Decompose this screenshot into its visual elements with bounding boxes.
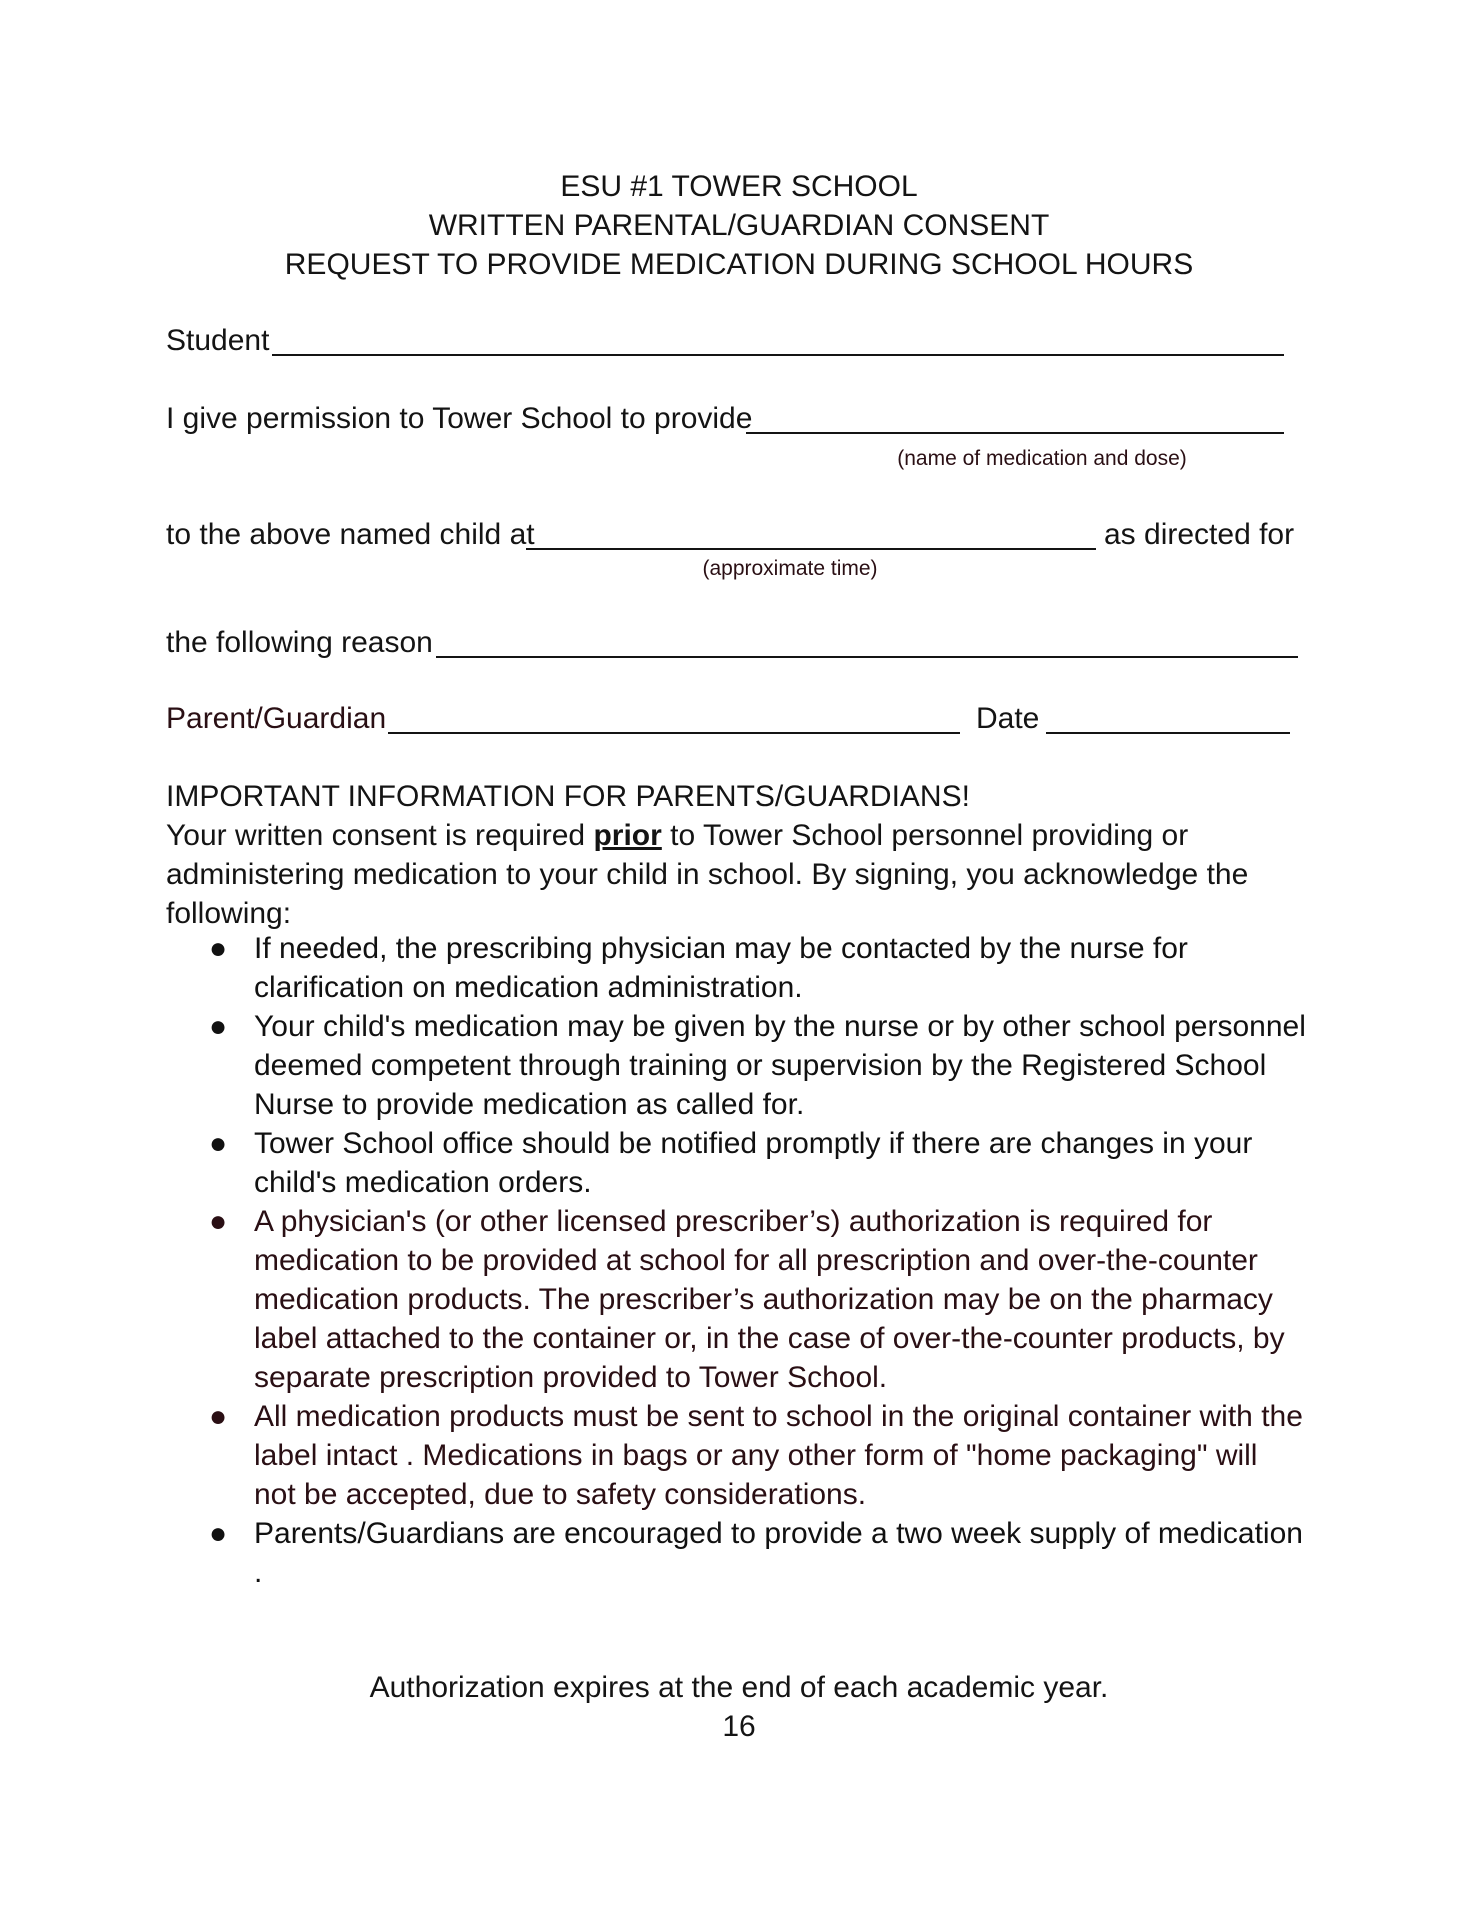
list-item bbox=[166, 1007, 1306, 1124]
parent-guardian-label: Parent/Guardian bbox=[166, 702, 387, 735]
consent-heading: WRITTEN PARENTAL/GUARDIAN CONSENT bbox=[428, 209, 1050, 242]
medication-blank[interactable] bbox=[746, 432, 1284, 434]
permission-label: I give permission to Tower School to provide bbox=[166, 402, 753, 435]
as-directed-label: as directed for bbox=[1104, 518, 1295, 551]
intro-text-before: Your written consent is required bbox=[166, 819, 594, 852]
child-at-label: to the above named child at bbox=[166, 518, 535, 551]
list-item-text: Parents/Guardians are encouraged to provide a two week supply of medication . bbox=[254, 1517, 1303, 1589]
bullet-icon: ● bbox=[208, 932, 228, 965]
list-item bbox=[166, 1397, 1306, 1514]
school-name-heading: ESU #1 TOWER SCHOOL bbox=[560, 170, 918, 203]
list-item bbox=[166, 1124, 1306, 1202]
date-blank[interactable] bbox=[1046, 732, 1290, 734]
page-number: 16 bbox=[722, 1710, 756, 1743]
intro-text-after: to Tower School personnel providing or administering medication to your child in school. By signing, you acknowledge the following: bbox=[166, 819, 1249, 930]
student-label: Student bbox=[166, 324, 270, 357]
prior-emphasis: prior bbox=[593, 819, 662, 852]
time-hint: (approximate time) bbox=[702, 557, 878, 580]
important-info-section bbox=[166, 777, 1306, 933]
acknowledgement-list bbox=[166, 929, 1306, 1592]
bullet-icon: ● bbox=[208, 1517, 228, 1550]
authorization-expiry-note: Authorization expires at the end of each academic year. bbox=[369, 1671, 1109, 1704]
list-item bbox=[166, 1202, 1306, 1397]
medication-hint: (name of medication and dose) bbox=[897, 447, 1187, 470]
bullet-icon: ● bbox=[208, 1127, 228, 1160]
date-label: Date bbox=[976, 702, 1040, 735]
bullet-icon: ● bbox=[208, 1010, 228, 1043]
list-item-text: If needed, the prescribing physician may be contacted by the nurse for clarification on medication administration. bbox=[254, 932, 1188, 1004]
list-item bbox=[166, 929, 1306, 1007]
list-item-text: A physician's (or other licensed prescriber’s) authorization is required for medication to be provided at school for all prescription and over-the-counter medication products. The prescriber’s authorization may be on the pharmacy label attached to the container or, in the case of over-the-counter products, by separate prescription provided to Tower School. bbox=[254, 1205, 1285, 1394]
time-blank[interactable] bbox=[526, 548, 1096, 550]
list-item-text: Your child's medication may be given by the nurse or by other school personnel deemed competent through training or supervision by the Registered School Nurse to provide medication as called for. bbox=[254, 1010, 1306, 1121]
consent-intro-paragraph bbox=[166, 816, 1306, 933]
important-info-heading: IMPORTANT INFORMATION FOR PARENTS/GUARDIANS! bbox=[166, 780, 970, 813]
list-item bbox=[166, 1514, 1306, 1592]
reason-blank[interactable] bbox=[436, 656, 1298, 658]
reason-label: the following reason bbox=[166, 626, 433, 659]
student-name-blank[interactable] bbox=[272, 354, 1284, 356]
list-item-text: Tower School office should be notified promptly if there are changes in your child's medication orders. bbox=[254, 1127, 1253, 1199]
parent-signature-blank[interactable] bbox=[388, 732, 960, 734]
bullet-icon: ● bbox=[208, 1400, 228, 1433]
bullet-icon: ● bbox=[208, 1205, 228, 1238]
request-heading: REQUEST TO PROVIDE MEDICATION DURING SCHOOL HOURS bbox=[284, 248, 1194, 281]
list-item-text: All medication products must be sent to school in the original container with the label intact . Medications in bags or any other form of "home packaging" will not be accepted, due to safety considerations. bbox=[254, 1400, 1303, 1511]
